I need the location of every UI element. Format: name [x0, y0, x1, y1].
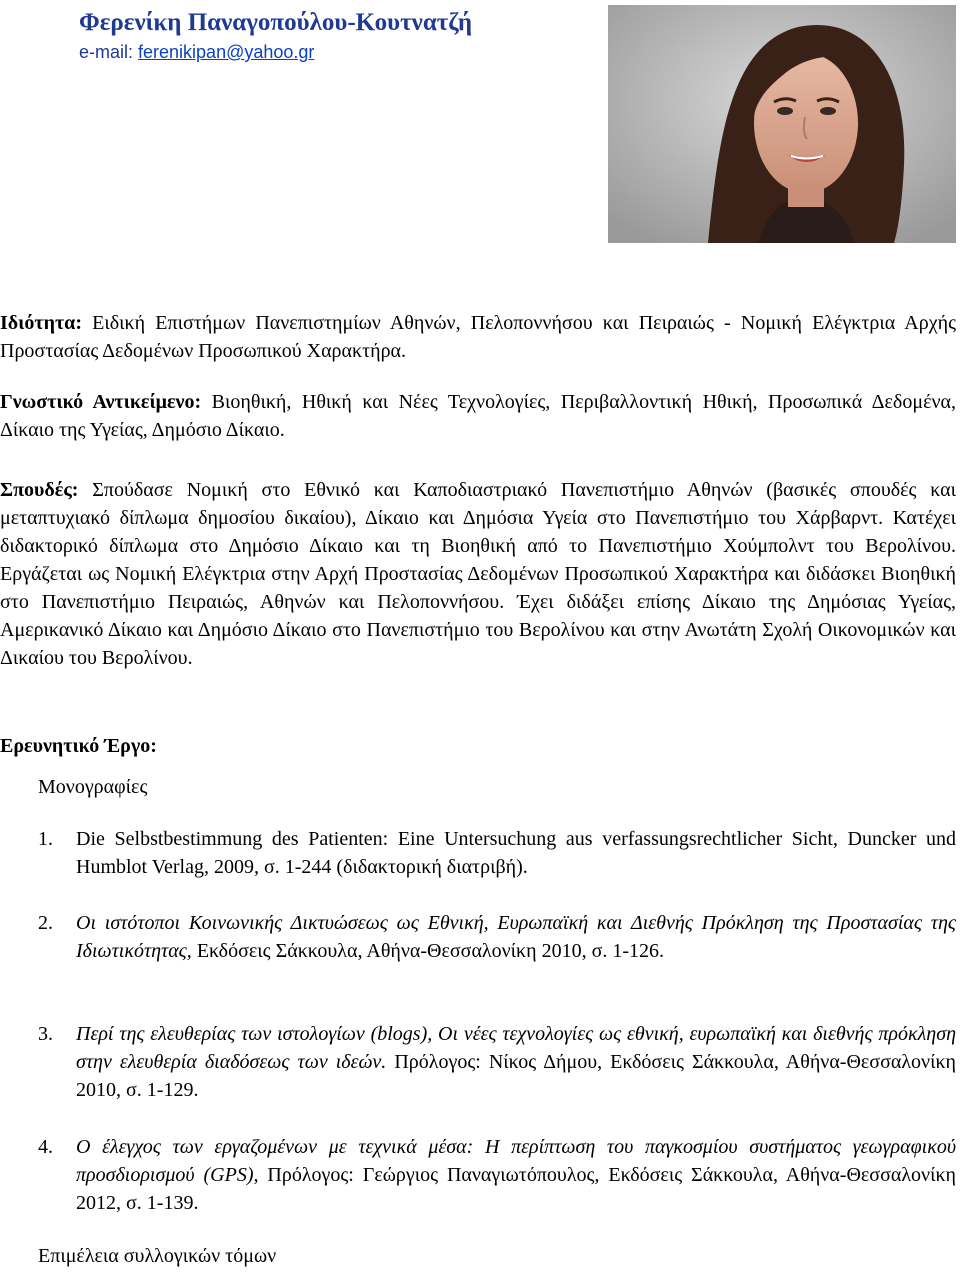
research-heading: Ερευνητικό Έργο:: [0, 735, 157, 757]
studies-paragraph: [0, 476, 956, 672]
edited-volumes-label: Επιμέλεια συλλογικών τόμων: [38, 1245, 277, 1267]
profession-label: Ιδιότητα:: [0, 312, 82, 334]
portrait-image: [608, 5, 956, 243]
author-name: Φερενίκη Παναγοπούλου-Κουτνατζή: [79, 9, 473, 36]
field-label: Γνωστικό Αντικείμενο:: [0, 391, 202, 413]
profession-text: Ειδική Επιστήμων Πανεπιστημίων Αθηνών, Πελοποννήσου και Πειραιώς - Νομική Ελέγκτρια Αρχής Προστασίας Δεδομένων Προσωπικού Χαρακτήρα.: [0, 312, 956, 362]
field-text: Βιοηθική, Ηθική και Νέες Τεχνολογίες, Περιβαλλοντική Ηθική, Προσωπικά Δεδομένα, Δίκαιο της Υγείας, Δημόσιο Δίκαιο.: [0, 391, 956, 441]
field-paragraph: [0, 388, 956, 444]
monographs-label: Μονογραφίες: [38, 776, 148, 798]
studies-label: Σπουδές:: [0, 479, 79, 501]
list-item: [38, 909, 956, 965]
profession-paragraph: [0, 309, 956, 365]
list-item-number: 4.: [38, 1136, 53, 1158]
email-link[interactable]: ferenikipan@yahoo.gr: [138, 42, 315, 62]
list-item-number: 3.: [38, 1023, 53, 1045]
list-item: [38, 1020, 956, 1104]
list-item: [38, 825, 956, 881]
list-item-number: 2.: [38, 912, 53, 934]
portrait-photo: [608, 5, 956, 243]
list-item-text: Οι ιστότοποι Κοινωνικής Δικτυώσεως ως Εθνική, Ευρωπαϊκή και Διεθνής Πρόκληση της Προστασίας της Ιδιωτικότητας, Εκδόσεις Σάκκουλα, Αθήνα-Θεσσαλονίκη 2010, σ. 1-126.: [76, 912, 956, 962]
email-line: [79, 42, 314, 63]
list-item-text: Περί της ελευθερίας των ιστολογίων (blogs), Οι νέες τεχνολογίες ως εθνική, ευρωπαϊκή και διεθνής πρόκληση στην ελευθερία διαδόσεως των ιδεών. Πρόλογος: Νίκος Δήμου, Εκδόσεις Σάκκουλα, Αθήνα-Θεσσαλονίκη 2010, σ. 1-129.: [76, 1023, 957, 1101]
list-item-number: 1.: [38, 828, 53, 850]
list-item-text: Die Selbstbestimmung des Patienten: Eine Untersuchung aus verfassungsrechtlicher Sicht, Duncker und Humblot Verlag, 2009, σ. 1-244 (διδακτορική διατριβή).: [76, 828, 956, 878]
studies-text: Σπούδασε Νομική στο Εθνικό και Καποδιαστριακό Πανεπιστήμιο Αθηνών (βασικές σπουδές και μεταπτυχιακό δίπλωμα δημοσίου δικαίου), Δίκαιο και Δημόσια Υγεία στο Πανεπιστήμιο του Χάρβαρντ. Κατέχει διδακτορικό δίπλωμα στο Δημόσιο Δίκαιο και τη Βιοηθική από το Πανεπιστήμιο Χούμπολντ του Βερολίνου. Εργάζεται ως Νομική Ελέγκτρια στην Αρχή Προστασίας Δεδομένων Προσωπικού Χαρακτήρα και διδάσκει Βιοηθική στο Πανεπιστήμιο Πειραιώς, Αθηνών και Πελοποννήσου. Έχει διδάξει επίσης Δίκαιο της Δημόσιας Υγείας, Αμερικανικό Δίκαιο και Δημόσιο Δίκαιο στο Πανεπιστήμιο του Βερολίνου και στην Ανωτάτη Σχολή Οικονομικών και Δικαίου του Βερολίνου.: [0, 479, 956, 669]
list-item: [38, 1133, 956, 1217]
email-label: e-mail:: [79, 42, 139, 62]
list-item-text: Ο έλεγχος των εργαζομένων με τεχνικά μέσα: Η περίπτωση του παγκοσμίου συστήματος γεωγραφικού προσδιορισμού (GPS), Πρόλογος: Γεώργιος Παναγιωτόπουλος, Εκδόσεις Σάκκουλα, Αθήνα-Θεσσαλονίκη 2012, σ. 1-139.: [76, 1136, 956, 1214]
